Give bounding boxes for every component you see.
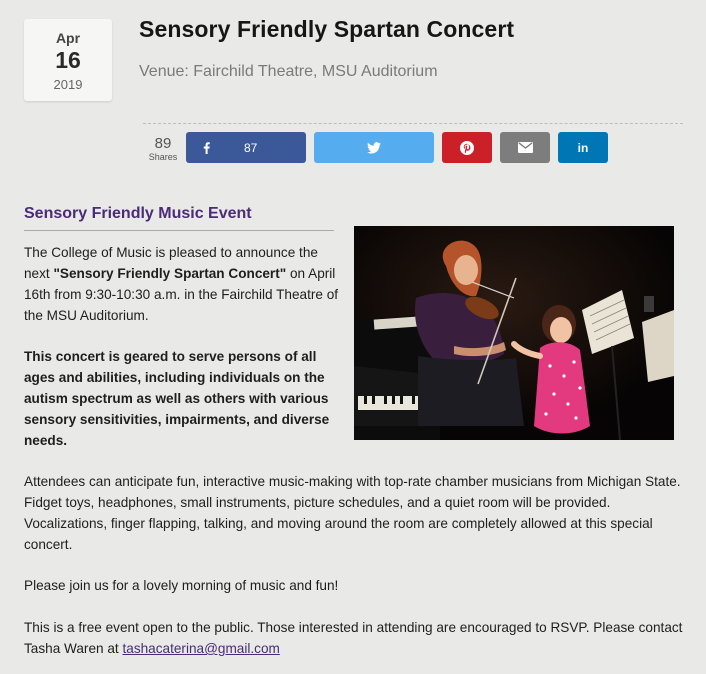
event-year: 2019	[53, 77, 83, 92]
facebook-share-count: 87	[244, 140, 258, 155]
heading-underline	[24, 230, 334, 231]
intro-text-end: on April 16th from 9:30-10:30 a.m. in the Fairchild Theatre of the MSU Auditorium.	[24, 266, 339, 323]
email-icon	[518, 142, 533, 153]
intro-text-start: The College of Music is pleased to announce the next	[24, 245, 318, 281]
concert-name-bold: "Sensory Friendly Spartan Concert"	[53, 266, 287, 281]
attendees-paragraph: Attendees can anticipate fun, interactive music-making with top-rate chamber musicians from Michigan State. Fidget toys, headphones, small instruments, picture schedules, and a quiet room will be provided. Vocalizations, finger flapping, talking, and moving around the room are completely allowed at this special concert.	[24, 474, 681, 552]
facebook-share-button[interactable]	[186, 132, 306, 163]
share-count-label: Shares	[148, 152, 178, 162]
contact-email-link[interactable]: tashacaterina@gmail.com	[122, 641, 280, 656]
email-share-button[interactable]	[500, 132, 550, 163]
section-heading: Sensory Friendly Music Event	[24, 205, 252, 222]
pinterest-icon	[460, 141, 474, 155]
twitter-icon	[367, 142, 381, 154]
audience-paragraph: This concert is geared to serve persons of all ages and abilities, including individuals on the autism spectrum as well as others with various sensory sensitivities, impairments, and diverse needs.	[24, 349, 330, 448]
intro-paragraph	[24, 242, 342, 326]
event-venue: Venue: Fairchild Theatre, MSU Auditorium	[139, 63, 438, 80]
rsvp-paragraph	[24, 617, 690, 659]
linkedin-icon: in	[577, 140, 589, 155]
event-title: Sensory Friendly Spartan Concert	[139, 16, 515, 42]
event-date-card	[24, 19, 112, 101]
event-month: Apr	[55, 30, 81, 46]
divider	[143, 123, 683, 124]
rsvp-text: This is a free event open to the public. Those interested in attending are encouraged to RSVP. Please contact Tasha Waren at	[24, 620, 683, 656]
share-count	[143, 136, 183, 162]
concert-photo	[354, 226, 674, 440]
invite-paragraph: Please join us for a lovely morning of music and fun!	[24, 578, 339, 593]
twitter-share-button[interactable]	[314, 132, 434, 163]
event-day: 16	[55, 47, 81, 73]
share-count-number: 89	[154, 135, 172, 152]
facebook-icon	[203, 142, 210, 154]
linkedin-share-button[interactable]	[558, 132, 608, 163]
pinterest-share-button[interactable]	[442, 132, 492, 163]
